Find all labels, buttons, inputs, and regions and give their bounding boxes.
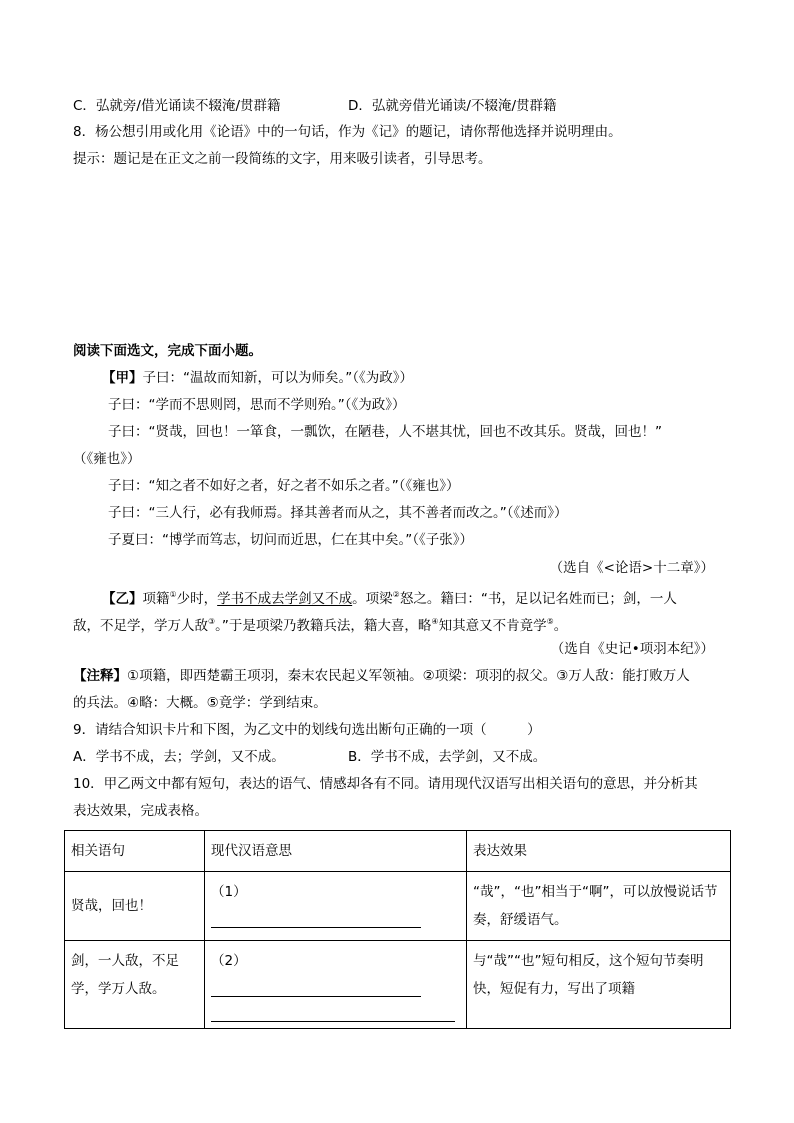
jia-line-1 bbox=[102, 368, 413, 388]
yi-label: 【乙】 bbox=[102, 591, 143, 607]
question-8: 8．杨公想引用或化用《论语》中的一句话，作为《记》的题记，请你帮他选择并说明理由。 bbox=[73, 124, 622, 140]
jia-source: （选自《<论语>十二章》） bbox=[549, 560, 714, 576]
note-ref-3: ③ bbox=[208, 617, 216, 626]
yi-text: 少时， bbox=[176, 591, 218, 607]
yi-text: 项籍 bbox=[142, 591, 170, 607]
row2-effect: 与“哉”“也”短句相反，这个短句节奏明快，短促有力，写出了项籍 bbox=[467, 941, 731, 1029]
answer-table bbox=[64, 830, 731, 1029]
row1-sentence: 贤哉，回也！ bbox=[65, 872, 205, 941]
question-9: 9．请结合知识卡片和下图，为乙文中的划线句选出断句正确的一项（ ） bbox=[73, 722, 541, 738]
yi-text: 。”于是项梁乃教籍兵法，籍大喜，略 bbox=[215, 618, 432, 634]
reading-instruction: 阅读下面选文，完成下面小题。 bbox=[73, 343, 262, 359]
q9-option-b[interactable]: B．学书不成，去学剑，又不成。 bbox=[348, 749, 547, 765]
note-ref-1: ① bbox=[169, 590, 177, 599]
yi-source: （选自《史记•项羽本纪》） bbox=[550, 641, 714, 657]
jia-line-4: 子曰：“知之者不如好之者，好之者不如乐之者。”（《雍也》） bbox=[108, 478, 460, 494]
header-effect: 表达效果 bbox=[467, 831, 731, 872]
notes-label: 【注释】 bbox=[73, 668, 127, 684]
yi-text: 。 bbox=[553, 618, 568, 634]
jia-line-6: 子夏曰：“博学而笃志，切问而近思，仁在其中矣。”（《子张》） bbox=[108, 532, 473, 548]
jia-line-3: 子曰：“贤哉，回也！一箪食，一瓢饮，在陋巷，人不堪其忧，回也不改其乐。贤哉，回也！” bbox=[108, 424, 662, 440]
yi-text: 敌，不足学，学万人敌 bbox=[73, 618, 208, 634]
yi-text: 知其意又不肯竟学 bbox=[438, 618, 547, 634]
q9-option-a[interactable]: A．学书不成，去；学剑，又不成。 bbox=[73, 749, 285, 765]
table-row bbox=[65, 941, 731, 1029]
note-ref-2: ② bbox=[392, 590, 400, 599]
answer-blank-2b[interactable] bbox=[211, 1003, 455, 1022]
notes-line-1 bbox=[73, 666, 690, 686]
option-d: D．弘就旁借光诵读/不辍淹/贯群籍 bbox=[348, 98, 557, 114]
question-10-line-1: 10．甲乙两文中都有短句，表达的语气、情感却各有不同。请用现代汉语写出相关语句的意思，并分析其 bbox=[73, 776, 698, 792]
jia-label: 【甲】 bbox=[102, 370, 143, 386]
question-10-line-2: 表达效果，完成表格。 bbox=[73, 803, 208, 819]
yi-text: 。项梁 bbox=[352, 591, 393, 607]
blank-number-1: （1） bbox=[211, 884, 247, 900]
header-meaning: 现代汉语意思 bbox=[205, 831, 467, 872]
blank-number-2: （2） bbox=[211, 953, 247, 969]
jia-line-2: 子曰：“学而不思则罔，思而不学则殆。”（《为政》） bbox=[108, 397, 406, 413]
note-ref-4: ④ bbox=[431, 617, 439, 626]
yi-line-2 bbox=[73, 612, 567, 636]
underlined-sentence: 学书不成去学剑又不成 bbox=[217, 591, 353, 607]
notes-line-2: 的兵法。④略：大概。⑤竟学：学到结束。 bbox=[73, 695, 327, 711]
row2-sentence: 剑，一人敌，不足学，学万人敌。 bbox=[65, 941, 205, 1029]
notes-text-1: ①项籍，即西楚霸王项羽，秦末农民起义军领袖。②项梁：项羽的叔父。③万人敌：能打败万人 bbox=[127, 668, 690, 684]
yi-text: 怒之。籍曰：“书，足以记名姓而已；剑，一人 bbox=[399, 591, 677, 607]
row1-meaning bbox=[205, 872, 467, 941]
answer-blank-2a[interactable] bbox=[211, 982, 421, 997]
table-header-row bbox=[65, 831, 731, 872]
jia-line-5: 子曰：“三人行，必有我师焉。择其善者而从之，其不善者而改之。”（《述而》） bbox=[108, 505, 568, 521]
option-c: C．弘就旁/借光诵读不辍淹/贯群籍 bbox=[73, 98, 281, 114]
answer-blank-1[interactable] bbox=[211, 913, 421, 928]
row2-meaning bbox=[205, 941, 467, 1029]
question-8-hint: 提示：题记是在正文之前一段简练的文字，用来吸引读者，引导思考。 bbox=[73, 151, 492, 167]
yi-line-1 bbox=[102, 585, 677, 609]
header-sentence: 相关语句 bbox=[65, 831, 205, 872]
table-row bbox=[65, 872, 731, 941]
note-ref-5: ⑤ bbox=[546, 617, 554, 626]
jia-text-1: 子曰：“温故而知新，可以为师矣。”（《为政》） bbox=[142, 370, 413, 386]
jia-line-3b: （《雍也》） bbox=[73, 451, 141, 467]
row1-effect: “哉”，“也”相当于“啊”，可以放慢说话节奏，舒缓语气。 bbox=[467, 872, 731, 941]
